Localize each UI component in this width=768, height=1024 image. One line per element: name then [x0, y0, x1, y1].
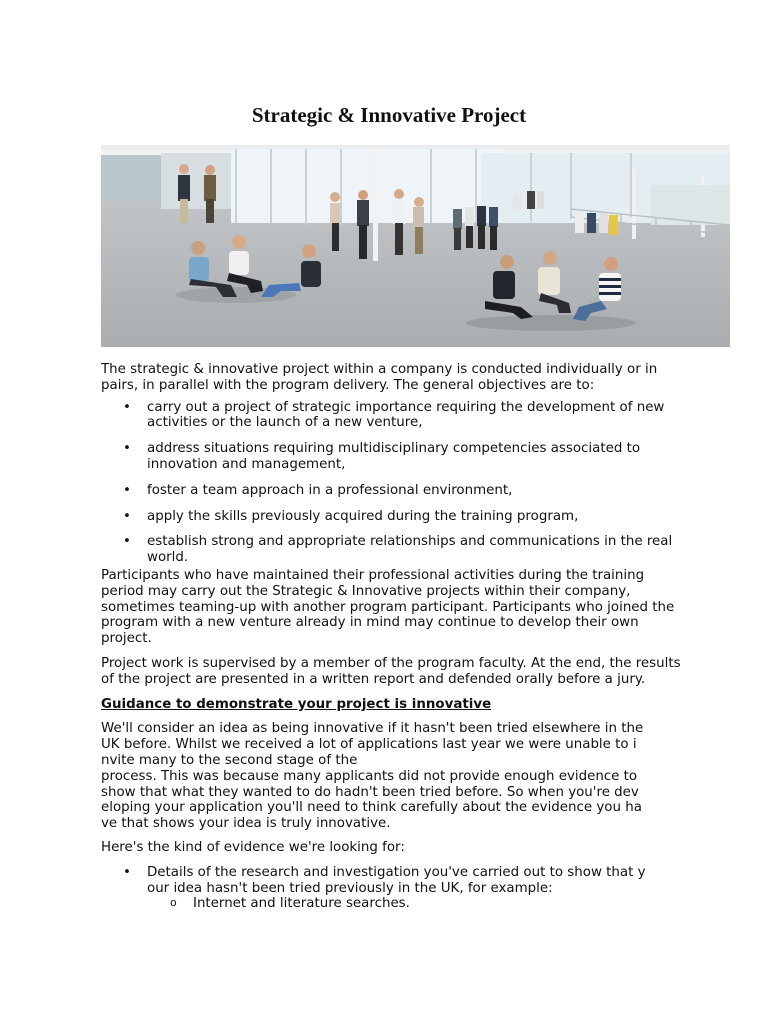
evidence-list — [101, 865, 681, 912]
bullet-icon: • — [123, 534, 131, 550]
bullet-icon: • — [123, 399, 131, 415]
guidance-paragraph: We'll consider an idea as being innovative if it hasn't been tried elsewhere in the UK before. Whilst we received a lot of applications last year we were unable to i nvite many to the second stage of the process. This was because many applicants did not provide enough evidence to show that what they wanted to do hadn't been tried before. So when you're dev eloping your application you'll need to think carefully about the evidence you ha ve that shows your idea is truly innovative. — [101, 721, 644, 832]
list-item: • Details of the research and investigation you've carried out to show that y our idea hasn't been tried previously in the UK, for example: o Internet and literature searches. — [101, 865, 681, 912]
sub-bullet-icon: o — [170, 896, 177, 910]
objectives-list — [101, 400, 681, 566]
list-item: o Internet and literature searches. — [170, 896, 410, 912]
intro-paragraph: The strategic & innovative project within a company is conducted individually or in pairs, in parallel with the program delivery. The general objectives are to: — [101, 362, 658, 393]
list-item: • foster a team approach in a professional environment, — [123, 482, 513, 498]
bullet-icon: • — [123, 508, 131, 524]
guidance-heading: Guidance to demonstrate your project is innovative — [101, 696, 492, 712]
bullet-icon: • — [123, 864, 131, 880]
document-title: Strategic & Innovative Project — [251, 103, 527, 127]
office-group-photo — [101, 145, 730, 347]
supervision-paragraph: Project work is supervised by a member of the program faculty. At the end, the results of the project are presented in a written report and defended orally before a jury. — [101, 655, 681, 687]
participants-paragraph: Participants who have maintained their professional activities during the training period may carry out the Strategic & Innovative projects within their company, sometimes teaming-up with another program participant. Participants who joined the program with a new venture already in mind may continue to develop their own project. — [101, 567, 675, 647]
list-item: • apply the skills previously acquired during the training program, — [123, 508, 579, 524]
bullet-icon: • — [123, 441, 131, 457]
evidence-intro: Here's the kind of evidence we're looking for: — [101, 839, 405, 855]
evidence-sub-list — [147, 896, 681, 912]
document-body — [101, 362, 681, 912]
list-item: • address situations requiring multidisciplinary competencies associated to innovation and management, — [123, 441, 641, 472]
list-item: • establish strong and appropriate relationships and communications in the real world. — [123, 534, 673, 566]
bullet-icon: • — [123, 482, 131, 498]
list-item: • carry out a project of strategic importance requiring the development of new activities or the launch of a new venture, — [123, 399, 665, 431]
